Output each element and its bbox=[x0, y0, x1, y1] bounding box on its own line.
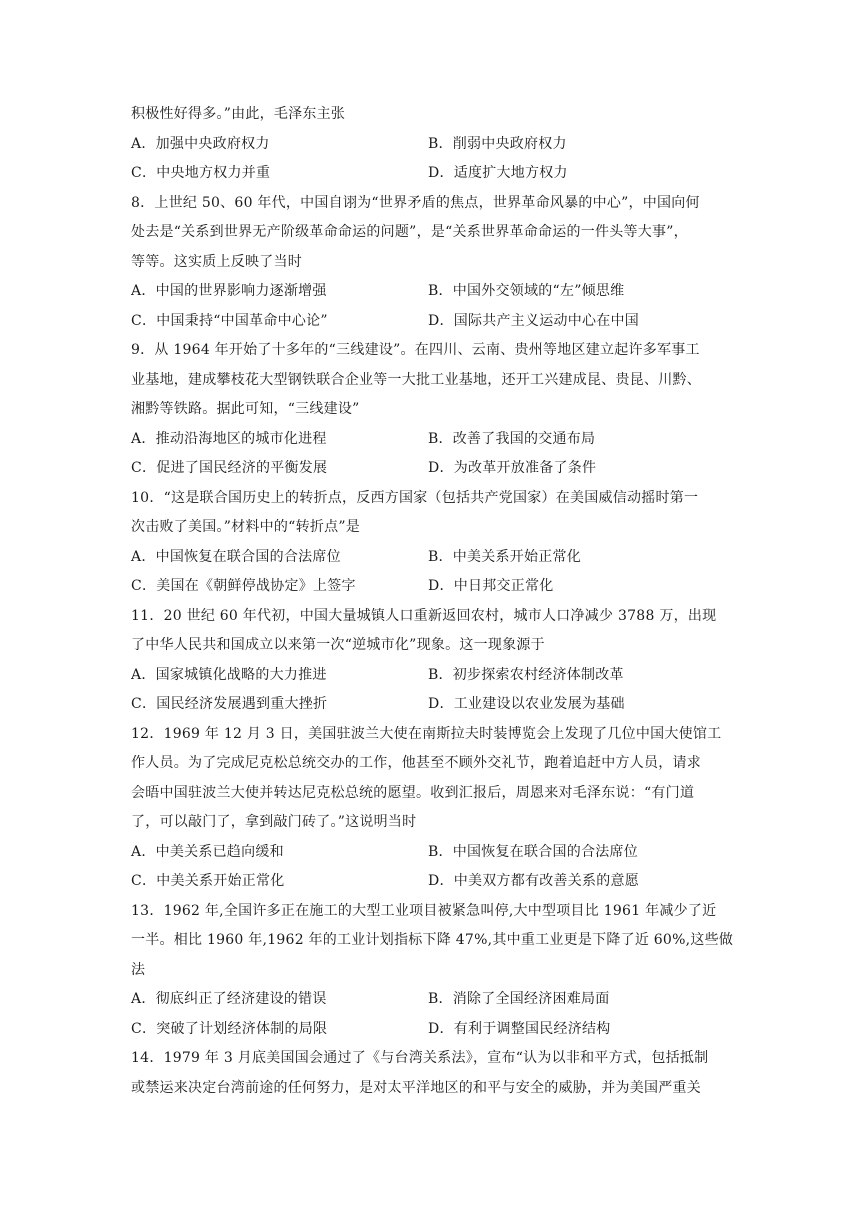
question-9-option-d: D．为改革开放准备了条件 bbox=[428, 460, 597, 476]
question-12-option-a: A．中美关系已趋向缓和 bbox=[131, 843, 284, 860]
question-12-option-c: C．中美关系开始正常化 bbox=[131, 873, 285, 889]
question-7-options-row-2 bbox=[131, 159, 741, 189]
question-8-stem-line: 等等。这实质上反映了当时 bbox=[131, 253, 302, 270]
question-14-stem-line: 或禁运来决定台湾前途的任何努力，是对太平洋地区的和平与安全的威胁，并为美国严重关 bbox=[131, 1079, 701, 1096]
question-13-option-d: D．有利于调整国民经济结构 bbox=[428, 1020, 611, 1037]
question-13-option-b: B．消除了全国经济困难局面 bbox=[428, 991, 610, 1007]
question-10-options-row-2 bbox=[131, 572, 741, 602]
question-7-stem-end: 积极性好得多。”由此，毛泽东主张 bbox=[131, 106, 346, 122]
question-9-stem-line: 业基地，建成攀枝花大型钢铁联合企业等一大批工业基地，还开工兴建成昆、贵昆、川黔、 bbox=[131, 371, 701, 388]
question-12-option-d: D．中美双方都有改善关系的意愿 bbox=[428, 873, 639, 889]
question-10-option-c: C．美国在《朝鲜停战协定》上签字 bbox=[131, 578, 356, 594]
question-12-stem-line: 会晤中国驻波兰大使并转达尼克松总统的愿望。收到汇报后，周恩来对毛泽东说：“有门道 bbox=[131, 784, 695, 801]
question-12-options-row-2 bbox=[131, 867, 741, 897]
question-8-stem-line: 处去是“关系到世界无产阶级革命命运的问题”，是“关系世界革命命运的一件头等大事”， bbox=[131, 224, 688, 240]
question-9-options-row-2 bbox=[131, 454, 741, 484]
question-10-stem-line: 10．“这是联合国历史上的转折点，反西方国家（包括共产党国家）在美国威信动摇时第一 bbox=[131, 489, 699, 506]
question-9-stem-line: 湘黔等铁路。据此可知，“三线建设” bbox=[131, 401, 360, 417]
question-8-option-d: D．国际共产主义运动中心在中国 bbox=[428, 312, 639, 329]
question-10-option-d: D．中日邦交正常化 bbox=[428, 578, 554, 594]
question-11-option-c: C．国民经济发展遇到重大挫折 bbox=[131, 696, 328, 712]
question-9-option-b: B．改善了我国的交通布局 bbox=[428, 430, 596, 447]
question-12-stem-line: 12．1969 年 12 月 3 日，美国驻波兰大使在南斯拉夫时装博览会上发现了几位中国大使馆工 bbox=[131, 725, 722, 742]
question-12-stem-line: 了，可以敲门了，拿到敲门砖了。”这说明当时 bbox=[131, 814, 417, 830]
question-7-option-d: D．适度扩大地方权力 bbox=[428, 165, 568, 181]
question-11-option-a: A．国家城镇化战略的大力推进 bbox=[131, 666, 327, 683]
question-9-stem-line: 9．从 1964 年开始了十多年的“三线建设”。在四川、云南、贵州等地区建立起许多军事工 bbox=[131, 342, 700, 358]
question-7-option-b: B．削弱中央政府权力 bbox=[428, 135, 567, 152]
question-11-options-row-1 bbox=[131, 661, 741, 691]
question-11-options-row-2 bbox=[131, 690, 741, 720]
question-13-stem-line: 法 bbox=[131, 961, 146, 978]
question-9-option-a: A．推动沿海地区的城市化进程 bbox=[131, 430, 327, 447]
question-10-stem-line: 次击败了美国。”材料中的“转折点”是 bbox=[131, 519, 360, 535]
question-13-options-row-2 bbox=[131, 1015, 741, 1045]
question-13-option-a: A．彻底纠正了经济建设的错误 bbox=[131, 991, 327, 1007]
question-8-options-row-2 bbox=[131, 307, 741, 337]
question-14-stem-line: 14．1979 年 3 月底美国国会通过了《与台湾关系法》，宣布“认为以非和平方式，包括抵制 bbox=[131, 1050, 709, 1066]
question-11-stem-line: 了中华人民共和国成立以来第一次“逆城市化”现象。这一现象源于 bbox=[131, 637, 545, 653]
question-7-options-row-1 bbox=[131, 130, 741, 160]
question-9-option-c: C．促进了国民经济的平衡发展 bbox=[131, 460, 328, 476]
exam-page bbox=[131, 100, 741, 1103]
question-8-stem-line: 8．上世纪 50、60 年代，中国自诩为“世界矛盾的焦点，世界革命风暴的中心”，中国向何 bbox=[131, 194, 700, 211]
question-11-stem-line: 11．20 世纪 60 年代初，中国大量城镇人口重新返回农村，城市人口净减少 3788 万，出现 bbox=[131, 607, 717, 624]
question-8-options-row-1 bbox=[131, 277, 741, 307]
question-11-option-b: B．初步探索农村经济体制改革 bbox=[428, 666, 624, 683]
question-9-options-row-1 bbox=[131, 425, 741, 455]
question-12-options-row-1 bbox=[131, 838, 741, 868]
question-10-option-b: B．中美关系开始正常化 bbox=[428, 548, 582, 565]
question-7-option-c: C．中央地方权力并重 bbox=[131, 165, 271, 181]
question-13-option-c: C．突破了计划经济体制的局限 bbox=[131, 1020, 328, 1037]
question-12-option-b: B．中国恢复在联合国的合法席位 bbox=[428, 843, 639, 860]
question-7-option-a: A．加强中央政府权力 bbox=[131, 135, 270, 152]
question-8-option-b: B．中国外交领域的“左”倾思维 bbox=[428, 283, 625, 299]
question-8-option-a: A．中国的世界影响力逐渐增强 bbox=[131, 283, 327, 299]
question-13-options-row-1 bbox=[131, 985, 741, 1015]
question-10-option-a: A．中国恢复在联合国的合法席位 bbox=[131, 548, 341, 565]
question-10-options-row-1 bbox=[131, 543, 741, 573]
question-8-option-c: C．中国秉持“中国革命中心论” bbox=[131, 312, 328, 329]
question-13-stem-line: 13．1962 年,全国许多正在施工的大型工业项目被紧急叫停,大中型项目比 1961 年减少了近 bbox=[131, 902, 717, 919]
question-11-option-d: D．工业建设以农业发展为基础 bbox=[428, 696, 625, 712]
question-12-stem-line: 作人员。为了完成尼克松总统交办的工作，他甚至不顾外交礼节，跑着追赶中方人员，请求 bbox=[131, 755, 701, 771]
question-13-stem-line: 一半。相比 1960 年,1962 年的工业计划指标下降 47%,其中重工业更是下降了近 60%,这些做 bbox=[131, 932, 734, 948]
